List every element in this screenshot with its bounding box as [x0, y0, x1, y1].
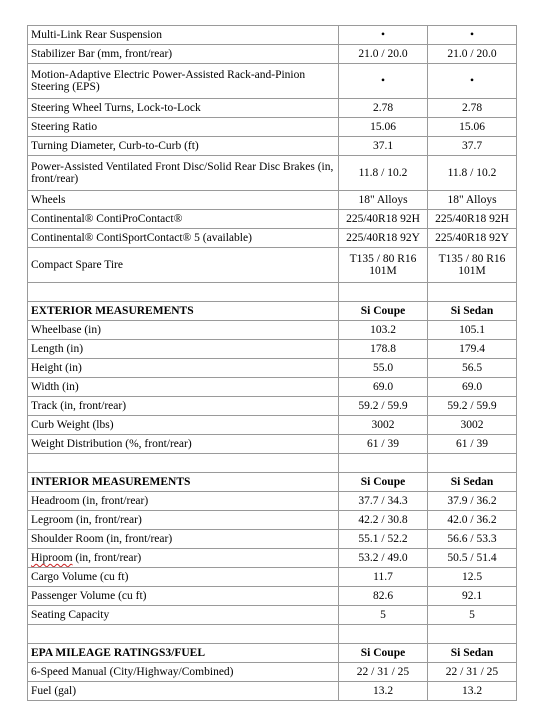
- spec-value-coupe: 15.06: [339, 118, 428, 137]
- spec-value-coupe: 37.1: [339, 137, 428, 156]
- spec-row-hiproom-in-front-rear: [28, 549, 517, 568]
- spacer-cell: [339, 454, 428, 473]
- spec-value-coupe: 3002: [339, 416, 428, 435]
- section-header-epa-mileage-ratings3-fuel: [28, 644, 517, 663]
- spec-row-continental-contisportcontact-5-available: [28, 229, 517, 248]
- spec-value-coupe: 11.8 / 10.2: [339, 156, 428, 191]
- spec-value-sedan: 37.9 / 36.2: [428, 492, 517, 511]
- spec-label: Fuel (gal): [28, 682, 339, 701]
- spec-value-sedan: 225/40R18 92H: [428, 210, 517, 229]
- spec-value-coupe: 5: [339, 606, 428, 625]
- spec-label: Wheels: [28, 191, 339, 210]
- spec-row-power-assisted-ventilated-front-disc-solid-rear-disc-brakes-in-front-rear: [28, 156, 517, 191]
- spec-table-body: [28, 26, 517, 701]
- spec-label: Height (in): [28, 359, 339, 378]
- spacer-cell: [339, 283, 428, 302]
- spec-value-sedan: 179.4: [428, 340, 517, 359]
- spec-value-coupe: 59.2 / 59.9: [339, 397, 428, 416]
- section-title: INTERIOR MEASUREMENTS: [28, 473, 339, 492]
- spec-value-sedan: T135 / 80 R16 101M: [428, 248, 517, 283]
- spacer-cell: [28, 283, 339, 302]
- spec-label: Legroom (in, front/rear): [28, 511, 339, 530]
- spec-value-sedan: 13.2: [428, 682, 517, 701]
- spec-value-sedan: 15.06: [428, 118, 517, 137]
- spec-label: Continental® ContiSportContact® 5 (available): [28, 229, 339, 248]
- spec-label: Power-Assisted Ventilated Front Disc/Solid Rear Disc Brakes (in, front/rear): [28, 156, 339, 191]
- spec-value-coupe: 22 / 31 / 25: [339, 663, 428, 682]
- spec-label: Multi-Link Rear Suspension: [28, 26, 339, 45]
- spec-row-turning-diameter-curb-to-curb-ft: [28, 137, 517, 156]
- spec-label: Headroom (in, front/rear): [28, 492, 339, 511]
- spec-table: [27, 25, 517, 701]
- spec-value-sedan: 105.1: [428, 321, 517, 340]
- spacer-cell: [428, 283, 517, 302]
- spec-value-sedan: 5: [428, 606, 517, 625]
- spec-value-sedan: 61 / 39: [428, 435, 517, 454]
- spec-value-sedan: 12.5: [428, 568, 517, 587]
- spec-value-coupe: 42.2 / 30.8: [339, 511, 428, 530]
- spacer-cell: [428, 454, 517, 473]
- spec-value-sedan: 50.5 / 51.4: [428, 549, 517, 568]
- spec-value-coupe: 18" Alloys: [339, 191, 428, 210]
- spec-value-coupe: 37.7 / 34.3: [339, 492, 428, 511]
- spec-row-compact-spare-tire: [28, 248, 517, 283]
- spec-label: Passenger Volume (cu ft): [28, 587, 339, 606]
- spec-value-coupe: 21.0 / 20.0: [339, 45, 428, 64]
- spec-label: Width (in): [28, 378, 339, 397]
- spec-value-coupe: 55.0: [339, 359, 428, 378]
- spec-value-coupe: 69.0: [339, 378, 428, 397]
- section-title: EPA MILEAGE RATINGS3/FUEL: [28, 644, 339, 663]
- spec-row-seating-capacity: [28, 606, 517, 625]
- spec-label: Cargo Volume (cu ft): [28, 568, 339, 587]
- spec-label: Curb Weight (lbs): [28, 416, 339, 435]
- spec-value-sedan: 22 / 31 / 25: [428, 663, 517, 682]
- spec-row-wheelbase-in: [28, 321, 517, 340]
- spec-value-sedan: 56.5: [428, 359, 517, 378]
- column-header-coupe: Si Coupe: [339, 302, 428, 321]
- spec-value-sedan: •: [428, 26, 517, 45]
- spec-value-sedan: 37.7: [428, 137, 517, 156]
- spec-row-passenger-volume-cu-ft: [28, 587, 517, 606]
- spec-value-sedan: 92.1: [428, 587, 517, 606]
- spec-value-sedan: 225/40R18 92Y: [428, 229, 517, 248]
- spec-row-continental-contiprocontact: [28, 210, 517, 229]
- spec-value-coupe: 82.6: [339, 587, 428, 606]
- section-header-exterior-measurements: [28, 302, 517, 321]
- spacer-cell: [339, 625, 428, 644]
- column-header-sedan: Si Sedan: [428, 302, 517, 321]
- spec-label: Length (in): [28, 340, 339, 359]
- spec-row-length-in: [28, 340, 517, 359]
- spec-row-cargo-volume-cu-ft: [28, 568, 517, 587]
- spec-value-sedan: 56.6 / 53.3: [428, 530, 517, 549]
- spellcheck-marked-word: Hiproom: [31, 552, 73, 564]
- spec-label: Track (in, front/rear): [28, 397, 339, 416]
- spec-row-wheels: [28, 191, 517, 210]
- section-spacer-row: [28, 283, 517, 302]
- spec-label: Stabilizer Bar (mm, front/rear): [28, 45, 339, 64]
- spec-row-shoulder-room-in-front-rear: [28, 530, 517, 549]
- spacer-cell: [428, 625, 517, 644]
- spec-value-coupe: •: [339, 26, 428, 45]
- spec-row-steering-wheel-turns-lock-to-lock: [28, 99, 517, 118]
- spec-row-weight-distribution-front-rear: [28, 435, 517, 454]
- spec-value-sedan: 42.0 / 36.2: [428, 511, 517, 530]
- spec-label: Seating Capacity: [28, 606, 339, 625]
- spec-value-coupe: 178.8: [339, 340, 428, 359]
- spec-value-sedan: 59.2 / 59.9: [428, 397, 517, 416]
- column-header-coupe: Si Coupe: [339, 644, 428, 663]
- spec-label: Continental® ContiProContact®: [28, 210, 339, 229]
- spacer-cell: [28, 454, 339, 473]
- spec-label: [28, 549, 339, 568]
- spec-label: Turning Diameter, Curb-to-Curb (ft): [28, 137, 339, 156]
- column-header-sedan: Si Sedan: [428, 644, 517, 663]
- spec-row-track-in-front-rear: [28, 397, 517, 416]
- spec-row-width-in: [28, 378, 517, 397]
- spec-label: Compact Spare Tire: [28, 248, 339, 283]
- spec-row-multi-link-rear-suspension: [28, 26, 517, 45]
- spec-value-sedan: 2.78: [428, 99, 517, 118]
- spec-label-rest: (in, front/rear): [72, 552, 142, 564]
- spec-row-headroom-in-front-rear: [28, 492, 517, 511]
- section-spacer-row: [28, 454, 517, 473]
- spec-value-coupe: 225/40R18 92H: [339, 210, 428, 229]
- spec-row-legroom-in-front-rear: [28, 511, 517, 530]
- spec-value-coupe: 53.2 / 49.0: [339, 549, 428, 568]
- spec-value-sedan: 3002: [428, 416, 517, 435]
- section-title: EXTERIOR MEASUREMENTS: [28, 302, 339, 321]
- spec-value-sedan: 18" Alloys: [428, 191, 517, 210]
- spec-row-fuel-gal: [28, 682, 517, 701]
- spec-row-height-in: [28, 359, 517, 378]
- spec-value-sedan: 11.8 / 10.2: [428, 156, 517, 191]
- section-header-interior-measurements: [28, 473, 517, 492]
- spec-label: Steering Ratio: [28, 118, 339, 137]
- spec-label: 6-Speed Manual (City/Highway/Combined): [28, 663, 339, 682]
- spec-value-sedan: 21.0 / 20.0: [428, 45, 517, 64]
- column-header-coupe: Si Coupe: [339, 473, 428, 492]
- spec-row-steering-ratio: [28, 118, 517, 137]
- spec-label: Steering Wheel Turns, Lock-to-Lock: [28, 99, 339, 118]
- spec-value-sedan: 69.0: [428, 378, 517, 397]
- spec-value-coupe: •: [339, 64, 428, 99]
- spec-value-coupe: 103.2: [339, 321, 428, 340]
- spec-label: Motion-Adaptive Electric Power-Assisted Rack-and-Pinion Steering (EPS): [28, 64, 339, 99]
- spec-value-sedan: •: [428, 64, 517, 99]
- spec-value-coupe: 13.2: [339, 682, 428, 701]
- spec-label: Weight Distribution (%, front/rear): [28, 435, 339, 454]
- spec-label: Shoulder Room (in, front/rear): [28, 530, 339, 549]
- spec-value-coupe: 225/40R18 92Y: [339, 229, 428, 248]
- spec-value-coupe: 2.78: [339, 99, 428, 118]
- section-spacer-row: [28, 625, 517, 644]
- spec-label: Wheelbase (in): [28, 321, 339, 340]
- column-header-sedan: Si Sedan: [428, 473, 517, 492]
- spec-row-curb-weight-lbs: [28, 416, 517, 435]
- spec-value-coupe: 61 / 39: [339, 435, 428, 454]
- spec-value-coupe: 55.1 / 52.2: [339, 530, 428, 549]
- spec-value-coupe: T135 / 80 R16 101M: [339, 248, 428, 283]
- spec-row-motion-adaptive-electric-power-assisted-rack-and-pinion-steering-eps: [28, 64, 517, 99]
- spec-row-6-speed-manual-city-highway-combined: [28, 663, 517, 682]
- spec-row-stabilizer-bar-mm-front-rear: [28, 45, 517, 64]
- spacer-cell: [28, 625, 339, 644]
- spec-value-coupe: 11.7: [339, 568, 428, 587]
